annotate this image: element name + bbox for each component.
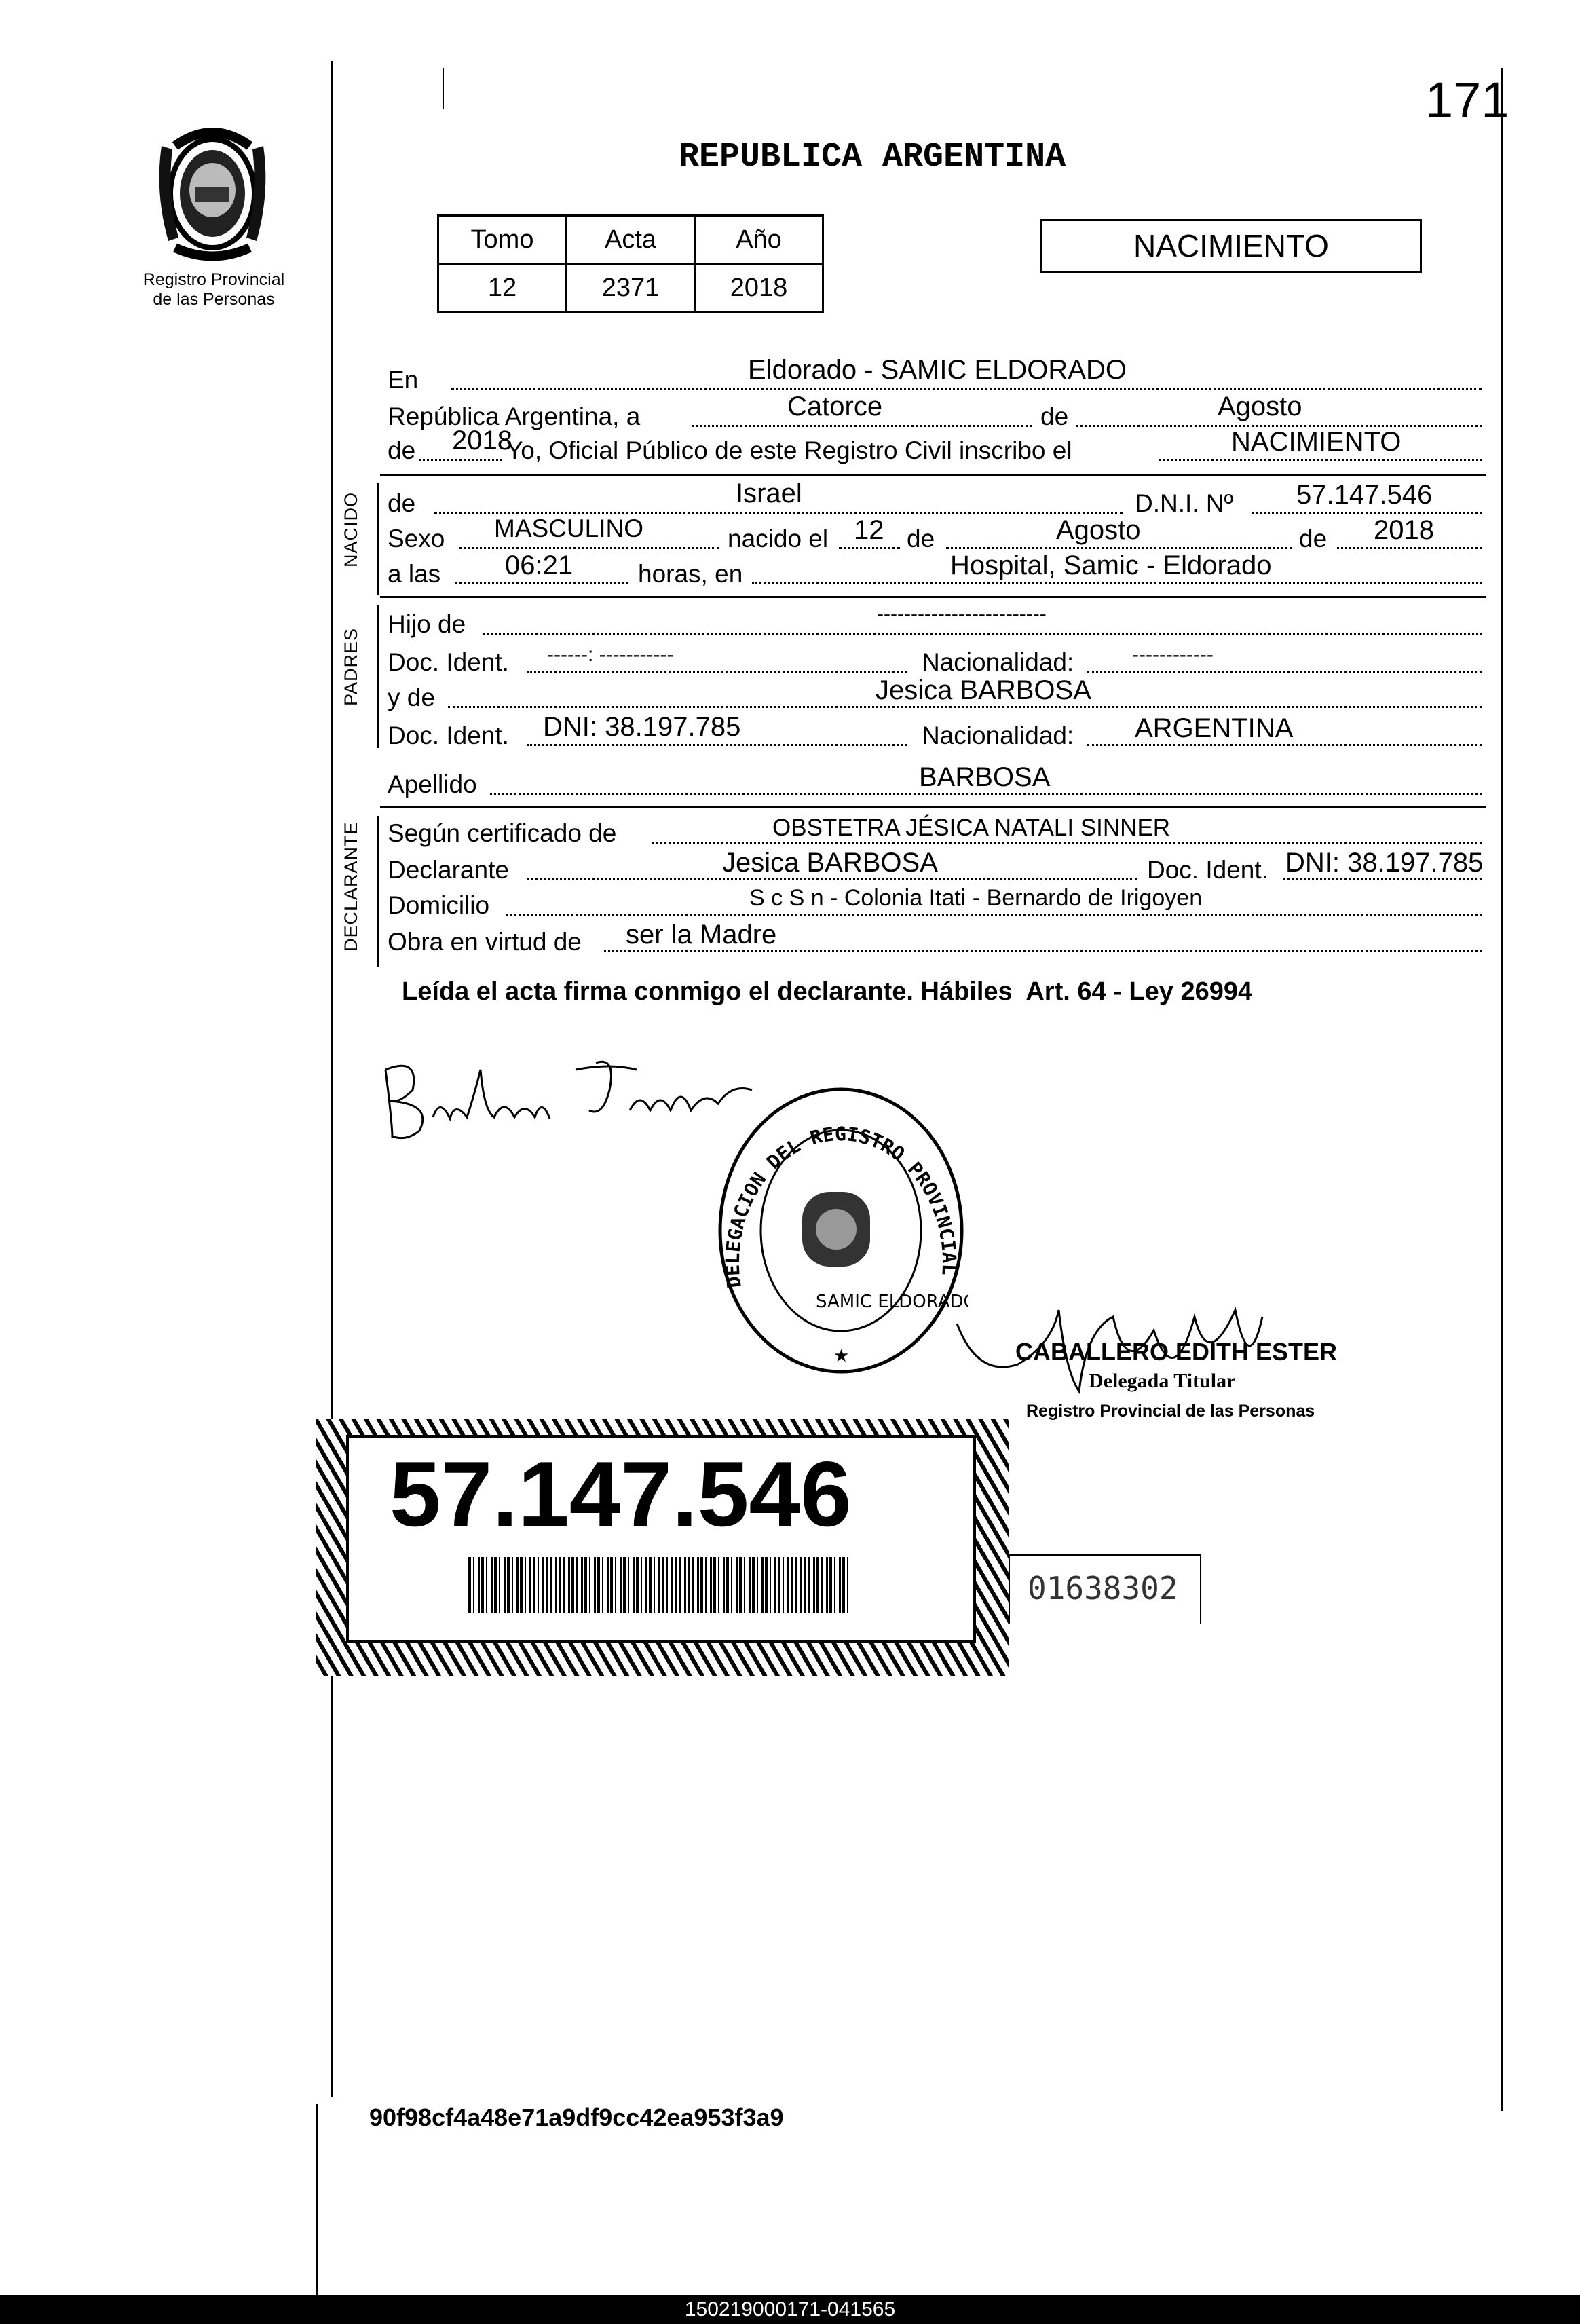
divider-3 — [380, 806, 1486, 808]
hijo-de-label: Hijo de — [388, 610, 466, 638]
day-dots — [692, 425, 1032, 427]
obra-value: ser la Madre — [626, 920, 777, 950]
intro-event: NACIMIENTO — [1231, 427, 1402, 457]
father-nationality-label: Nacionalidad: — [922, 648, 1074, 676]
obra-label: Obra en virtud de — [388, 928, 582, 956]
dni-dots — [1252, 512, 1482, 514]
declarante-doc-label: Doc. Ident. — [1147, 856, 1268, 884]
mother-doc-label: Doc. Ident. — [388, 721, 509, 749]
punch-line — [443, 68, 444, 109]
republica-label: República Argentina, a — [388, 402, 641, 430]
birth-month: Agosto — [1056, 515, 1141, 545]
obra-dots — [604, 950, 1482, 952]
seal-outer-text: DELEGACION DEL REGISTRO PROVINCIAL — [721, 1123, 961, 1290]
logo-caption-line1: Registro Provincial — [143, 270, 285, 289]
footer-bar — [0, 2295, 1580, 2324]
father-doc-label: Doc. Ident. — [388, 648, 509, 676]
right-margin-line — [1501, 68, 1503, 2111]
country-title: REPUBLICA ARGENTINA — [679, 138, 1066, 176]
horas-en-label: horas, en — [638, 560, 743, 588]
document-hash: 90f98cf4a48e71a9df9cc42ea953f3a9 — [369, 2103, 784, 2131]
yo-text: Yo, Oficial Público de este Registro Civil inscribo el — [506, 436, 1072, 464]
year-dots — [419, 459, 502, 461]
closing-text: Leída el acta firma conmigo el declarante. Hábiles Art. 64 - Ley 26994 — [402, 977, 1253, 1006]
serial-number: 01638302 — [1028, 1570, 1178, 1607]
declarante-label: DECLARANTE — [341, 821, 361, 952]
father-name: ------------------------- — [877, 603, 1047, 625]
father-doc: ------: ----------- — [547, 643, 674, 666]
dni-sticker — [316, 1419, 1009, 1676]
mother-nationality: ARGENTINA — [1135, 713, 1294, 743]
nacido-el-label: nacido el — [728, 525, 829, 552]
name-dots — [434, 512, 1123, 514]
official-org: Registro Provincial de las Personas — [1026, 1402, 1315, 1421]
certificado-label: Según certificado de — [388, 819, 617, 847]
mother-doc: DNI: 38.197.785 — [543, 712, 741, 742]
certificado-value: OBSTETRA JÉSICA NATALI SINNER — [772, 814, 1171, 841]
event-dots — [1159, 459, 1482, 461]
mother-name: Jesica BARBOSA — [876, 675, 1091, 705]
declarante-doc-dots — [1283, 878, 1482, 880]
page-number: 171 — [1425, 72, 1509, 128]
domicilio-value: S c S n - Colonia Itati - Bernardo de Irigoyen — [749, 885, 1203, 911]
domicilio-dots — [506, 914, 1482, 916]
birth-place: Hospital, Samic - Eldorado — [950, 550, 1272, 580]
father-nationality-dots — [1087, 671, 1482, 673]
father-nationality: ------------ — [1132, 643, 1214, 666]
official-name: CABALLERO EDITH ESTER — [1015, 1338, 1338, 1366]
dni-sticker-number: 57.147.546 — [390, 1442, 852, 1545]
seal-inner-text: SAMIC ELDORADO — [816, 1292, 968, 1312]
tomo-value: 12 — [438, 264, 567, 312]
a-las-label: a las — [388, 560, 441, 588]
nacido-de-label3: de — [1299, 525, 1328, 552]
acta-header: Acta — [567, 216, 695, 264]
nacido-de-label2: de — [907, 525, 935, 552]
apellido-value: BARBOSA — [919, 762, 1051, 792]
apellido-dots — [490, 793, 1482, 795]
birth-day: 12 — [854, 515, 884, 545]
province-logo — [141, 119, 284, 261]
en-label: En — [388, 366, 419, 394]
footer-code: 150219000171-041565 — [684, 2298, 896, 2321]
declarante-bracket — [377, 816, 379, 967]
anio-header: Año — [695, 216, 823, 264]
father-dots — [483, 633, 1482, 635]
mother-nationality-dots — [1087, 744, 1482, 746]
acta-value: 2371 — [567, 264, 695, 312]
birth-year: 2018 — [1374, 515, 1434, 545]
declarante-name: Jesica BARBOSA — [722, 848, 938, 878]
en-dots — [451, 388, 1482, 390]
intro-day: Catorce — [787, 392, 883, 421]
birth-day-dots — [839, 547, 900, 549]
nacido-label: NACIDO — [341, 491, 361, 567]
child-name: Israel — [736, 479, 802, 508]
father-doc-dots — [527, 671, 907, 673]
intro-year: 2018 — [452, 426, 512, 455]
left-margin-line — [331, 61, 333, 2097]
de-year-label: de — [388, 436, 416, 464]
document-type-box: NACIMIENTO — [1040, 219, 1422, 273]
birth-hour: 06:21 — [505, 550, 573, 580]
registry-seal — [714, 1083, 968, 1378]
mother-nationality-label: Nacionalidad: — [922, 721, 1074, 749]
hour-dots — [455, 582, 628, 584]
dni-barcode — [468, 1557, 848, 1613]
birth-place-dots — [752, 582, 1482, 584]
child-dni: 57.147.546 — [1296, 480, 1433, 510]
birth-year-dots — [1337, 547, 1482, 549]
dni-label: D.N.I. Nº — [1135, 489, 1234, 517]
apellido-label: Apellido — [388, 770, 477, 798]
left-margin-line-lower — [316, 2104, 318, 2324]
declarante-doc: DNI: 38.197.785 — [1285, 848, 1484, 878]
intro-place: Eldorado - SAMIC ELDORADO — [748, 355, 1127, 385]
sexo-dots — [459, 547, 719, 549]
divider-1 — [380, 474, 1486, 476]
serial-box — [1009, 1554, 1201, 1624]
declarante-name-label: Declarante — [388, 856, 509, 884]
declarante-dots — [527, 878, 1137, 880]
certificado-dots — [652, 842, 1482, 844]
birth-month-dots — [946, 547, 1292, 549]
intro-month: Agosto — [1218, 392, 1302, 421]
y-de-label: y de — [388, 683, 435, 711]
de-label: de — [1040, 402, 1069, 430]
logo-caption — [122, 270, 305, 310]
padres-bracket — [377, 605, 379, 748]
mother-dots — [448, 706, 1482, 708]
domicilio-label: Domicilio — [388, 891, 490, 919]
logo-caption-line2: de las Personas — [153, 290, 275, 309]
nacido-bracket — [377, 483, 379, 595]
dni-sticker-panel — [346, 1435, 976, 1643]
divider-2 — [380, 596, 1486, 598]
nacido-de-label: de — [388, 489, 416, 517]
anio-value: 2018 — [695, 264, 823, 312]
padres-label: PADRES — [341, 627, 361, 706]
tomo-header: Tomo — [438, 216, 567, 264]
official-title: Delegada Titular — [1089, 1370, 1236, 1392]
sexo-label: Sexo — [388, 525, 445, 552]
svg-text:★: ★ — [833, 1345, 850, 1366]
mother-doc-dots — [527, 744, 907, 746]
registry-table — [437, 214, 824, 313]
sexo-value: MASCULINO — [494, 514, 643, 542]
